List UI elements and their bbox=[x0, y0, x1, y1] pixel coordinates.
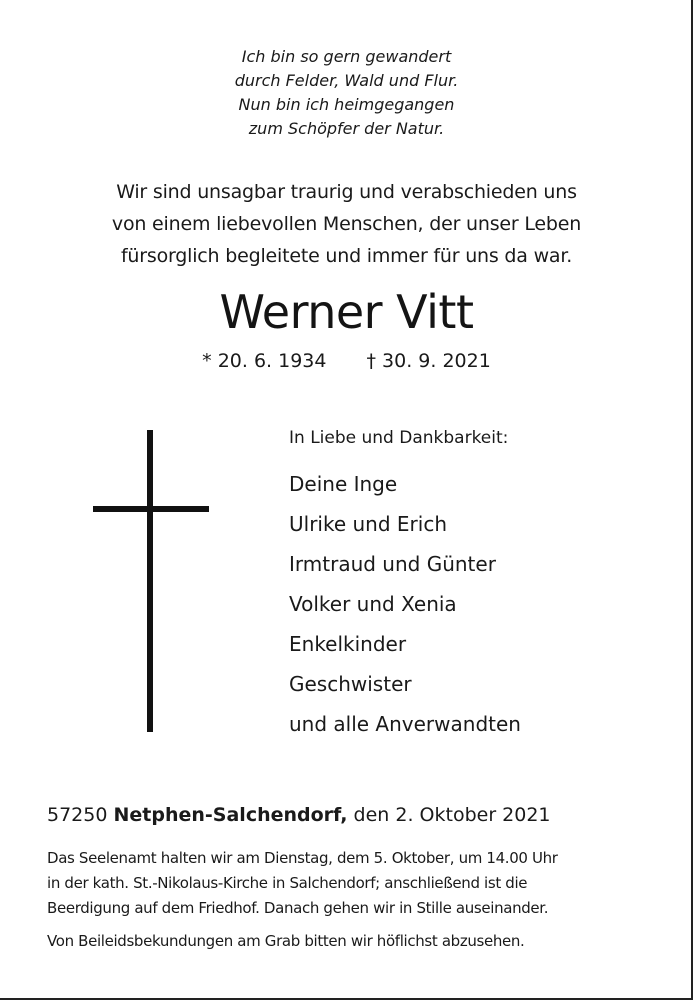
postcode: 57250 bbox=[47, 804, 108, 826]
mourners-lead: In Liebe und Dankbarkeit: bbox=[289, 428, 509, 448]
mourner-item: und alle Anverwandten bbox=[289, 712, 521, 736]
cross-icon bbox=[93, 430, 209, 732]
mourner-item: Deine Inge bbox=[289, 472, 398, 496]
notice-date: den 2. Oktober 2021 bbox=[353, 804, 551, 826]
mourner-item: Volker und Xenia bbox=[289, 592, 457, 616]
poem-line: zum Schöpfer der Natur. bbox=[248, 119, 445, 138]
service-line: in der kath. St.-Nikolaus-Kirche in Salchendorf; anschließend ist die bbox=[47, 874, 528, 892]
cross-vertical-bar bbox=[147, 430, 153, 732]
poem-line: Ich bin so gern gewandert bbox=[241, 47, 452, 66]
condolence-request: Von Beileidsbekundungen am Grab bitten wir höflichst abzusehen. bbox=[47, 932, 525, 950]
mourner-item: Geschwister bbox=[289, 672, 412, 696]
mourner-item: Enkelkinder bbox=[289, 632, 407, 656]
mourners-list bbox=[289, 424, 679, 744]
intro-line: von einem liebevollen Menschen, der unser Leben bbox=[111, 213, 582, 235]
poem-line: Nun bin ich heimgegangen bbox=[238, 95, 455, 114]
death-date: † 30. 9. 2021 bbox=[366, 350, 491, 372]
cross-horizontal-bar bbox=[93, 506, 209, 512]
intro-line: Wir sind unsagbar traurig und verabschieden uns bbox=[116, 181, 577, 203]
poem-line: durch Felder, Wald und Flur. bbox=[234, 71, 459, 90]
town: Netphen-Salchendorf, bbox=[113, 804, 348, 826]
service-info bbox=[47, 846, 645, 921]
mourner-item: Ulrike und Erich bbox=[289, 512, 447, 536]
place-date-line bbox=[47, 800, 551, 830]
mourner-item: Irmtraud und Günter bbox=[289, 552, 496, 576]
deceased-name: Werner Vitt bbox=[219, 285, 474, 339]
service-line: Beerdigung auf dem Friedhof. Danach gehen wir in Stille auseinander. bbox=[47, 899, 549, 917]
poem bbox=[0, 45, 693, 141]
intro-text bbox=[0, 176, 693, 272]
life-dates bbox=[0, 346, 693, 376]
service-line: Das Seelenamt halten wir am Dienstag, dem 5. Oktober, um 14.00 Uhr bbox=[47, 849, 558, 867]
birth-date: * 20. 6. 1934 bbox=[202, 350, 327, 372]
intro-line: fürsorglich begleitete und immer für uns da war. bbox=[120, 245, 573, 267]
